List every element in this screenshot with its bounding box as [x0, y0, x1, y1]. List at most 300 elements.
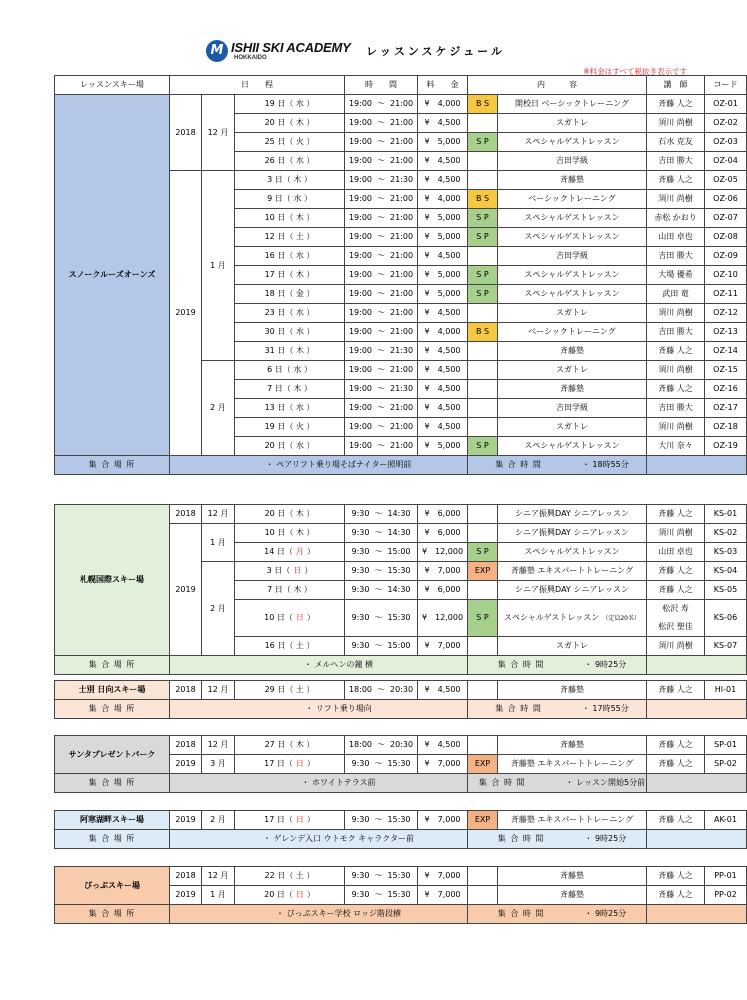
year-cell: 2018	[170, 505, 202, 524]
date-cell	[235, 543, 345, 562]
time-cell	[345, 380, 418, 399]
lesson-code: KS-02	[705, 524, 747, 543]
month-cell: 12 月	[202, 681, 235, 700]
end-time: 21:30	[390, 175, 414, 184]
lesson-code: OZ-04	[705, 152, 747, 171]
start-time: 9:30	[351, 547, 370, 556]
start-time: 19:00	[348, 403, 372, 412]
lesson-title: 斉藤塾	[560, 685, 584, 694]
meet-place-label: 集 合 場 所	[55, 700, 170, 719]
start-time: 19:00	[348, 422, 372, 431]
meeting-info-row	[55, 830, 747, 849]
date-cell: 20 日（ 水 ）	[235, 437, 345, 456]
meeting-info-row	[55, 656, 747, 675]
lesson-content	[498, 600, 647, 637]
fee-cell	[418, 637, 468, 656]
lesson-title: 吉田学級	[556, 251, 588, 260]
instructor-name: 松沢 寿	[662, 604, 689, 613]
lesson-type-badge	[468, 505, 498, 524]
lesson-code: AK-01	[705, 811, 747, 830]
schedule-table-onze	[54, 75, 747, 475]
meet-time-group	[468, 656, 647, 675]
meeting-info-row	[55, 905, 747, 924]
start-time: 18:00	[348, 685, 372, 694]
date-cell: 3 日（ 木 ）	[235, 171, 345, 190]
fee-cell	[418, 247, 468, 266]
month-cell: 2 月	[202, 562, 235, 656]
lesson-title: スガトレ	[556, 365, 588, 374]
fee-cell	[418, 736, 468, 755]
end-time: 21:00	[390, 251, 414, 260]
date-weekday-holiday: 日	[295, 890, 304, 899]
lesson-content	[498, 285, 647, 304]
end-time: 21:00	[390, 99, 414, 108]
end-time: 15:30	[387, 566, 411, 575]
lesson-title: 斉藤塾 エキスパートトレーニング	[510, 815, 634, 824]
end-time: 21:00	[390, 137, 414, 146]
end-time: 21:00	[390, 270, 414, 279]
yen-sign: ¥	[424, 365, 430, 374]
meet-time-value: ・ レッスン開始5分前	[565, 778, 646, 787]
instructor-cell: 須川 尚樹	[647, 190, 705, 209]
fee-amount: 5,000	[437, 137, 461, 146]
yen-sign: ¥	[424, 346, 430, 355]
lesson-type-badge	[468, 247, 498, 266]
meet-blank	[647, 700, 747, 719]
academy-logo: M	[206, 40, 228, 62]
time-cell	[345, 323, 418, 342]
schedule-row	[55, 867, 747, 886]
lesson-code: OZ-14	[705, 342, 747, 361]
meet-time-value: ・ 9時25分	[584, 834, 627, 843]
date-cell: 19 日（ 火 ）	[235, 418, 345, 437]
date-cell: 19 日（ 水 ）	[235, 95, 345, 114]
fee-amount: 4,500	[437, 403, 461, 412]
time-cell	[345, 437, 418, 456]
year-cell: 2018	[170, 95, 202, 171]
date-cell: 20 日（ 木 ）	[235, 505, 345, 524]
lesson-type-badge: B S	[468, 190, 498, 209]
schedule-row	[55, 95, 747, 114]
fee-cell	[418, 342, 468, 361]
yen-sign: ¥	[424, 232, 430, 241]
start-time: 18:00	[348, 740, 372, 749]
time-tilde: 〜	[377, 270, 385, 279]
time-cell	[345, 95, 418, 114]
time-tilde: 〜	[374, 641, 383, 650]
fee-cell	[418, 524, 468, 543]
lesson-code: KS-07	[705, 637, 747, 656]
lesson-type-badge: EXP	[468, 562, 498, 581]
start-time: 9:30	[351, 759, 370, 768]
instructor-cell: 斉藤 人之	[647, 681, 705, 700]
yen-sign: ¥	[424, 327, 430, 336]
schedule-table-santa	[54, 735, 747, 793]
lesson-code: OZ-17	[705, 399, 747, 418]
fee-cell	[418, 95, 468, 114]
fee-cell	[418, 266, 468, 285]
lesson-code: OZ-10	[705, 266, 747, 285]
instructor-cell: 吉田 勝大	[647, 323, 705, 342]
lesson-type-badge: EXP	[468, 811, 498, 830]
lesson-type-badge: B S	[468, 323, 498, 342]
time-cell	[345, 190, 418, 209]
start-time: 19:00	[348, 194, 372, 203]
yen-sign: ¥	[424, 422, 430, 431]
lesson-content	[498, 581, 647, 600]
lesson-content	[498, 543, 647, 562]
time-tilde: 〜	[377, 365, 385, 374]
time-tilde: 〜	[377, 118, 385, 127]
date-prefix: 17 日（	[264, 759, 293, 768]
venue-name: 士別 日向スキー場	[55, 681, 170, 700]
yen-sign: ¥	[421, 547, 428, 556]
time-tilde: 〜	[377, 175, 385, 184]
meet-time-group	[468, 774, 647, 793]
page-header	[0, 38, 707, 66]
lesson-type-badge	[468, 304, 498, 323]
lesson-code: SP-02	[705, 755, 747, 774]
meet-blank	[647, 830, 747, 849]
lesson-capacity-note: （定員20名）	[602, 614, 640, 622]
fee-amount: 4,500	[437, 740, 461, 749]
fee-cell	[418, 209, 468, 228]
meet-time-label: 集 合 時 間	[495, 460, 542, 469]
lesson-type-badge: S P	[468, 266, 498, 285]
month-cell: 12 月	[202, 95, 235, 171]
yen-sign: ¥	[424, 585, 430, 594]
instructor-cell: 山田 卓也	[647, 543, 705, 562]
meeting-info-row	[55, 774, 747, 793]
end-time: 21:00	[390, 213, 414, 222]
lesson-type-badge	[468, 418, 498, 437]
fee-amount: 5,000	[437, 213, 461, 222]
instructor-cell: 斉藤 人之	[647, 505, 705, 524]
time-tilde: 〜	[377, 99, 385, 108]
start-time: 19:00	[348, 346, 372, 355]
fee-cell	[418, 190, 468, 209]
lesson-code: OZ-01	[705, 95, 747, 114]
meet-place-value: ・ リフト乗り場向	[170, 700, 468, 719]
date-cell	[235, 755, 345, 774]
end-time: 15:30	[387, 890, 411, 899]
year-cell: 2018	[170, 736, 202, 755]
col-code-header: コード	[705, 76, 747, 95]
fee-amount: 4,500	[437, 308, 461, 317]
lesson-code: OZ-18	[705, 418, 747, 437]
date-cell: 16 日（ 土 ）	[235, 637, 345, 656]
lesson-content	[498, 524, 647, 543]
lesson-content	[498, 323, 647, 342]
start-time: 19:00	[348, 137, 372, 146]
time-cell	[345, 342, 418, 361]
fee-amount: 7,000	[437, 759, 461, 768]
lesson-title: 斉藤塾 エキスパートトレーニング	[510, 759, 634, 768]
lesson-title: シニア振興DAY シニアレッスン	[515, 528, 629, 537]
lesson-title: スペシャルゲストレッスン	[524, 137, 620, 146]
lesson-code: KS-06	[705, 600, 747, 637]
lesson-content	[498, 228, 647, 247]
fee-amount: 12,000	[435, 547, 464, 556]
fee-cell	[418, 323, 468, 342]
fee-amount: 4,500	[437, 365, 461, 374]
schedule-row	[55, 736, 747, 755]
time-cell	[345, 524, 418, 543]
date-weekday-holiday: 日	[295, 815, 304, 824]
lesson-type-badge	[468, 342, 498, 361]
fee-cell	[418, 304, 468, 323]
date-weekday-holiday: 日	[293, 566, 302, 575]
lesson-content	[498, 399, 647, 418]
yen-sign: ¥	[424, 566, 430, 575]
fee-cell	[418, 543, 468, 562]
instructor-cell: 須川 尚樹	[647, 361, 705, 380]
col-instructor-header: 講 師	[647, 76, 705, 95]
lesson-title: スガトレ	[556, 118, 588, 127]
lesson-code: KS-01	[705, 505, 747, 524]
meet-time-group	[468, 830, 647, 849]
lesson-title: スペシャルゲストレッスン	[524, 213, 620, 222]
date-prefix: 14 日（	[264, 547, 293, 556]
lesson-type-badge: S P	[468, 543, 498, 562]
start-time: 9:30	[351, 890, 370, 899]
yen-sign: ¥	[424, 890, 430, 899]
end-time: 21:00	[390, 441, 414, 450]
time-tilde: 〜	[377, 327, 385, 336]
lesson-title: 吉田学級	[556, 403, 588, 412]
yen-sign: ¥	[424, 194, 430, 203]
year-cell: 2019	[170, 171, 202, 456]
end-time: 21:00	[390, 422, 414, 431]
lesson-type-badge: S P	[468, 209, 498, 228]
lesson-type-badge: S P	[468, 437, 498, 456]
year-cell: 2019	[170, 524, 202, 656]
instructor-cell: 大場 優希	[647, 266, 705, 285]
lesson-content	[498, 637, 647, 656]
meet-blank	[647, 656, 747, 675]
date-cell: 27 日（ 木 ）	[235, 736, 345, 755]
date-weekday-holiday: 日	[295, 759, 304, 768]
time-cell	[345, 304, 418, 323]
date-cell: 29 日（ 土 ）	[235, 681, 345, 700]
meeting-info-row	[55, 700, 747, 719]
time-cell	[345, 114, 418, 133]
col-venue-header: レッスンスキー場	[55, 76, 170, 95]
end-time: 21:00	[390, 156, 414, 165]
date-cell: 26 日（ 水 ）	[235, 152, 345, 171]
fee-amount: 4,000	[437, 194, 461, 203]
fee-cell	[418, 418, 468, 437]
month-cell: 12 月	[202, 736, 235, 755]
time-tilde: 〜	[374, 871, 383, 880]
schedule-row	[55, 681, 747, 700]
start-time: 9:30	[351, 585, 370, 594]
tax-note: ※料金はすべて税抜き表示です	[583, 67, 687, 76]
time-tilde: 〜	[374, 815, 383, 824]
lesson-content	[498, 266, 647, 285]
time-tilde: 〜	[374, 585, 383, 594]
venue-name: 阿寒湖畔スキー場	[55, 811, 170, 830]
lesson-code: OZ-15	[705, 361, 747, 380]
lesson-title: ベーシックトレーニング	[528, 194, 616, 203]
lesson-type-badge	[468, 361, 498, 380]
lesson-content	[498, 304, 647, 323]
lesson-content	[498, 152, 647, 171]
fee-amount: 4,000	[437, 99, 461, 108]
lesson-title: 斉藤塾	[560, 346, 584, 355]
fee-amount: 4,500	[437, 422, 461, 431]
time-tilde: 〜	[374, 890, 383, 899]
lesson-title: 斉藤塾 エキスパートトレーニング	[510, 566, 634, 575]
col-time-header: 時 間	[345, 76, 418, 95]
fee-cell	[418, 399, 468, 418]
lesson-content	[498, 190, 647, 209]
fee-amount: 7,000	[437, 641, 461, 650]
fee-cell	[418, 361, 468, 380]
lesson-title: 斉藤塾	[560, 384, 584, 393]
end-time: 20:30	[390, 740, 414, 749]
start-time: 19:00	[348, 384, 372, 393]
fee-amount: 5,000	[437, 441, 461, 450]
fee-amount: 4,500	[437, 118, 461, 127]
fee-cell	[418, 285, 468, 304]
lesson-content	[498, 247, 647, 266]
start-time: 9:30	[351, 641, 370, 650]
lesson-code: PP-01	[705, 867, 747, 886]
meet-time-value: ・ 9時25分	[584, 660, 627, 669]
fee-cell	[418, 437, 468, 456]
time-cell	[345, 600, 418, 637]
date-suffix: ）	[306, 890, 315, 899]
time-cell	[345, 637, 418, 656]
meet-place-value: ・ ゲレンデ入口 ウトモク キャラクター前	[170, 830, 468, 849]
meet-blank	[647, 456, 747, 475]
fee-amount: 4,500	[437, 175, 461, 184]
time-cell	[345, 247, 418, 266]
lesson-code: OZ-09	[705, 247, 747, 266]
meet-time-group	[468, 456, 647, 475]
time-cell	[345, 285, 418, 304]
date-suffix: ）	[306, 547, 315, 556]
time-tilde: 〜	[374, 547, 383, 556]
meet-place-value: ・ ホワイトテラス前	[170, 774, 468, 793]
fee-amount: 4,500	[437, 346, 461, 355]
yen-sign: ¥	[424, 99, 430, 108]
date-cell: 30 日（ 水 ）	[235, 323, 345, 342]
fee-amount: 4,000	[437, 327, 461, 336]
time-cell	[345, 543, 418, 562]
lesson-code: OZ-13	[705, 323, 747, 342]
time-cell	[345, 152, 418, 171]
lesson-type-badge: S P	[468, 600, 498, 637]
venue-name: 札幌国際スキー場	[55, 505, 170, 656]
date-cell: 23 日（ 水 ）	[235, 304, 345, 323]
time-tilde: 〜	[377, 194, 385, 203]
meet-time-group	[468, 905, 647, 924]
end-time: 21:00	[390, 194, 414, 203]
lesson-type-badge	[468, 524, 498, 543]
lesson-title: スペシャルゲストレッスン	[524, 232, 620, 241]
instructor-cell: 吉田 勝大	[647, 247, 705, 266]
lesson-type-badge: S P	[468, 228, 498, 247]
lesson-content	[498, 114, 647, 133]
instructor-cell: 斉藤 人之	[647, 380, 705, 399]
date-cell: 13 日（ 水 ）	[235, 399, 345, 418]
meet-time-value: ・ 9時25分	[584, 909, 627, 918]
instructor-cell: 斉藤 人之	[647, 755, 705, 774]
yen-sign: ¥	[424, 384, 430, 393]
lesson-content	[498, 811, 647, 830]
lesson-code: OZ-02	[705, 114, 747, 133]
date-cell: 10 日（ 木 ）	[235, 524, 345, 543]
fee-amount: 4,500	[437, 156, 461, 165]
instructor-cell: 斉藤 人之	[647, 95, 705, 114]
instructor-cell: 吉田 勝大	[647, 152, 705, 171]
end-time: 21:00	[390, 365, 414, 374]
instructor-cell: 斉藤 人之	[647, 562, 705, 581]
time-cell	[345, 171, 418, 190]
date-cell	[235, 886, 345, 905]
meet-place-label: 集 合 場 所	[55, 774, 170, 793]
lesson-code: KS-04	[705, 562, 747, 581]
end-time: 21:30	[390, 384, 414, 393]
fee-cell	[418, 228, 468, 247]
yen-sign: ¥	[424, 759, 430, 768]
lesson-title: 斉藤塾	[560, 890, 584, 899]
start-time: 19:00	[348, 289, 372, 298]
lesson-content	[498, 505, 647, 524]
fee-cell	[418, 562, 468, 581]
meet-time-label: 集 合 時 間	[497, 660, 545, 669]
lesson-content	[498, 437, 647, 456]
date-suffix: ）	[304, 566, 313, 575]
lesson-type-badge: S P	[468, 285, 498, 304]
time-tilde: 〜	[377, 137, 385, 146]
time-cell	[345, 581, 418, 600]
lesson-title: スペシャルゲストレッスン	[524, 441, 620, 450]
start-time: 19:00	[348, 232, 372, 241]
lesson-code: OZ-07	[705, 209, 747, 228]
end-time: 21:00	[390, 289, 414, 298]
date-cell: 7 日（ 木 ）	[235, 380, 345, 399]
time-tilde: 〜	[374, 528, 383, 537]
time-tilde: 〜	[374, 566, 383, 575]
end-time: 15:00	[387, 641, 411, 650]
schedule-table-kokusai	[54, 504, 747, 675]
lesson-content	[498, 755, 647, 774]
meet-place-label: 集 合 場 所	[55, 830, 170, 849]
start-time: 19:00	[348, 365, 372, 374]
brand-subtitle: HOKKAIDO	[234, 55, 267, 61]
lesson-title: 斉藤塾	[560, 740, 584, 749]
time-cell	[345, 505, 418, 524]
meet-time-value: ・ 17時55分	[581, 704, 629, 713]
month-cell: 2 月	[202, 361, 235, 456]
start-time: 19:00	[348, 213, 372, 222]
instructor-cell: 須川 尚樹	[647, 524, 705, 543]
time-cell	[345, 811, 418, 830]
lesson-title: 斉藤塾	[560, 175, 584, 184]
meet-time-label: 集 合 時 間	[478, 778, 526, 787]
lesson-type-badge	[468, 886, 498, 905]
yen-sign: ¥	[424, 308, 430, 317]
fee-amount: 5,000	[437, 232, 461, 241]
meet-blank	[647, 774, 747, 793]
yen-sign: ¥	[424, 441, 430, 450]
time-tilde: 〜	[377, 441, 385, 450]
lesson-type-badge	[468, 581, 498, 600]
end-time: 14:30	[387, 585, 411, 594]
